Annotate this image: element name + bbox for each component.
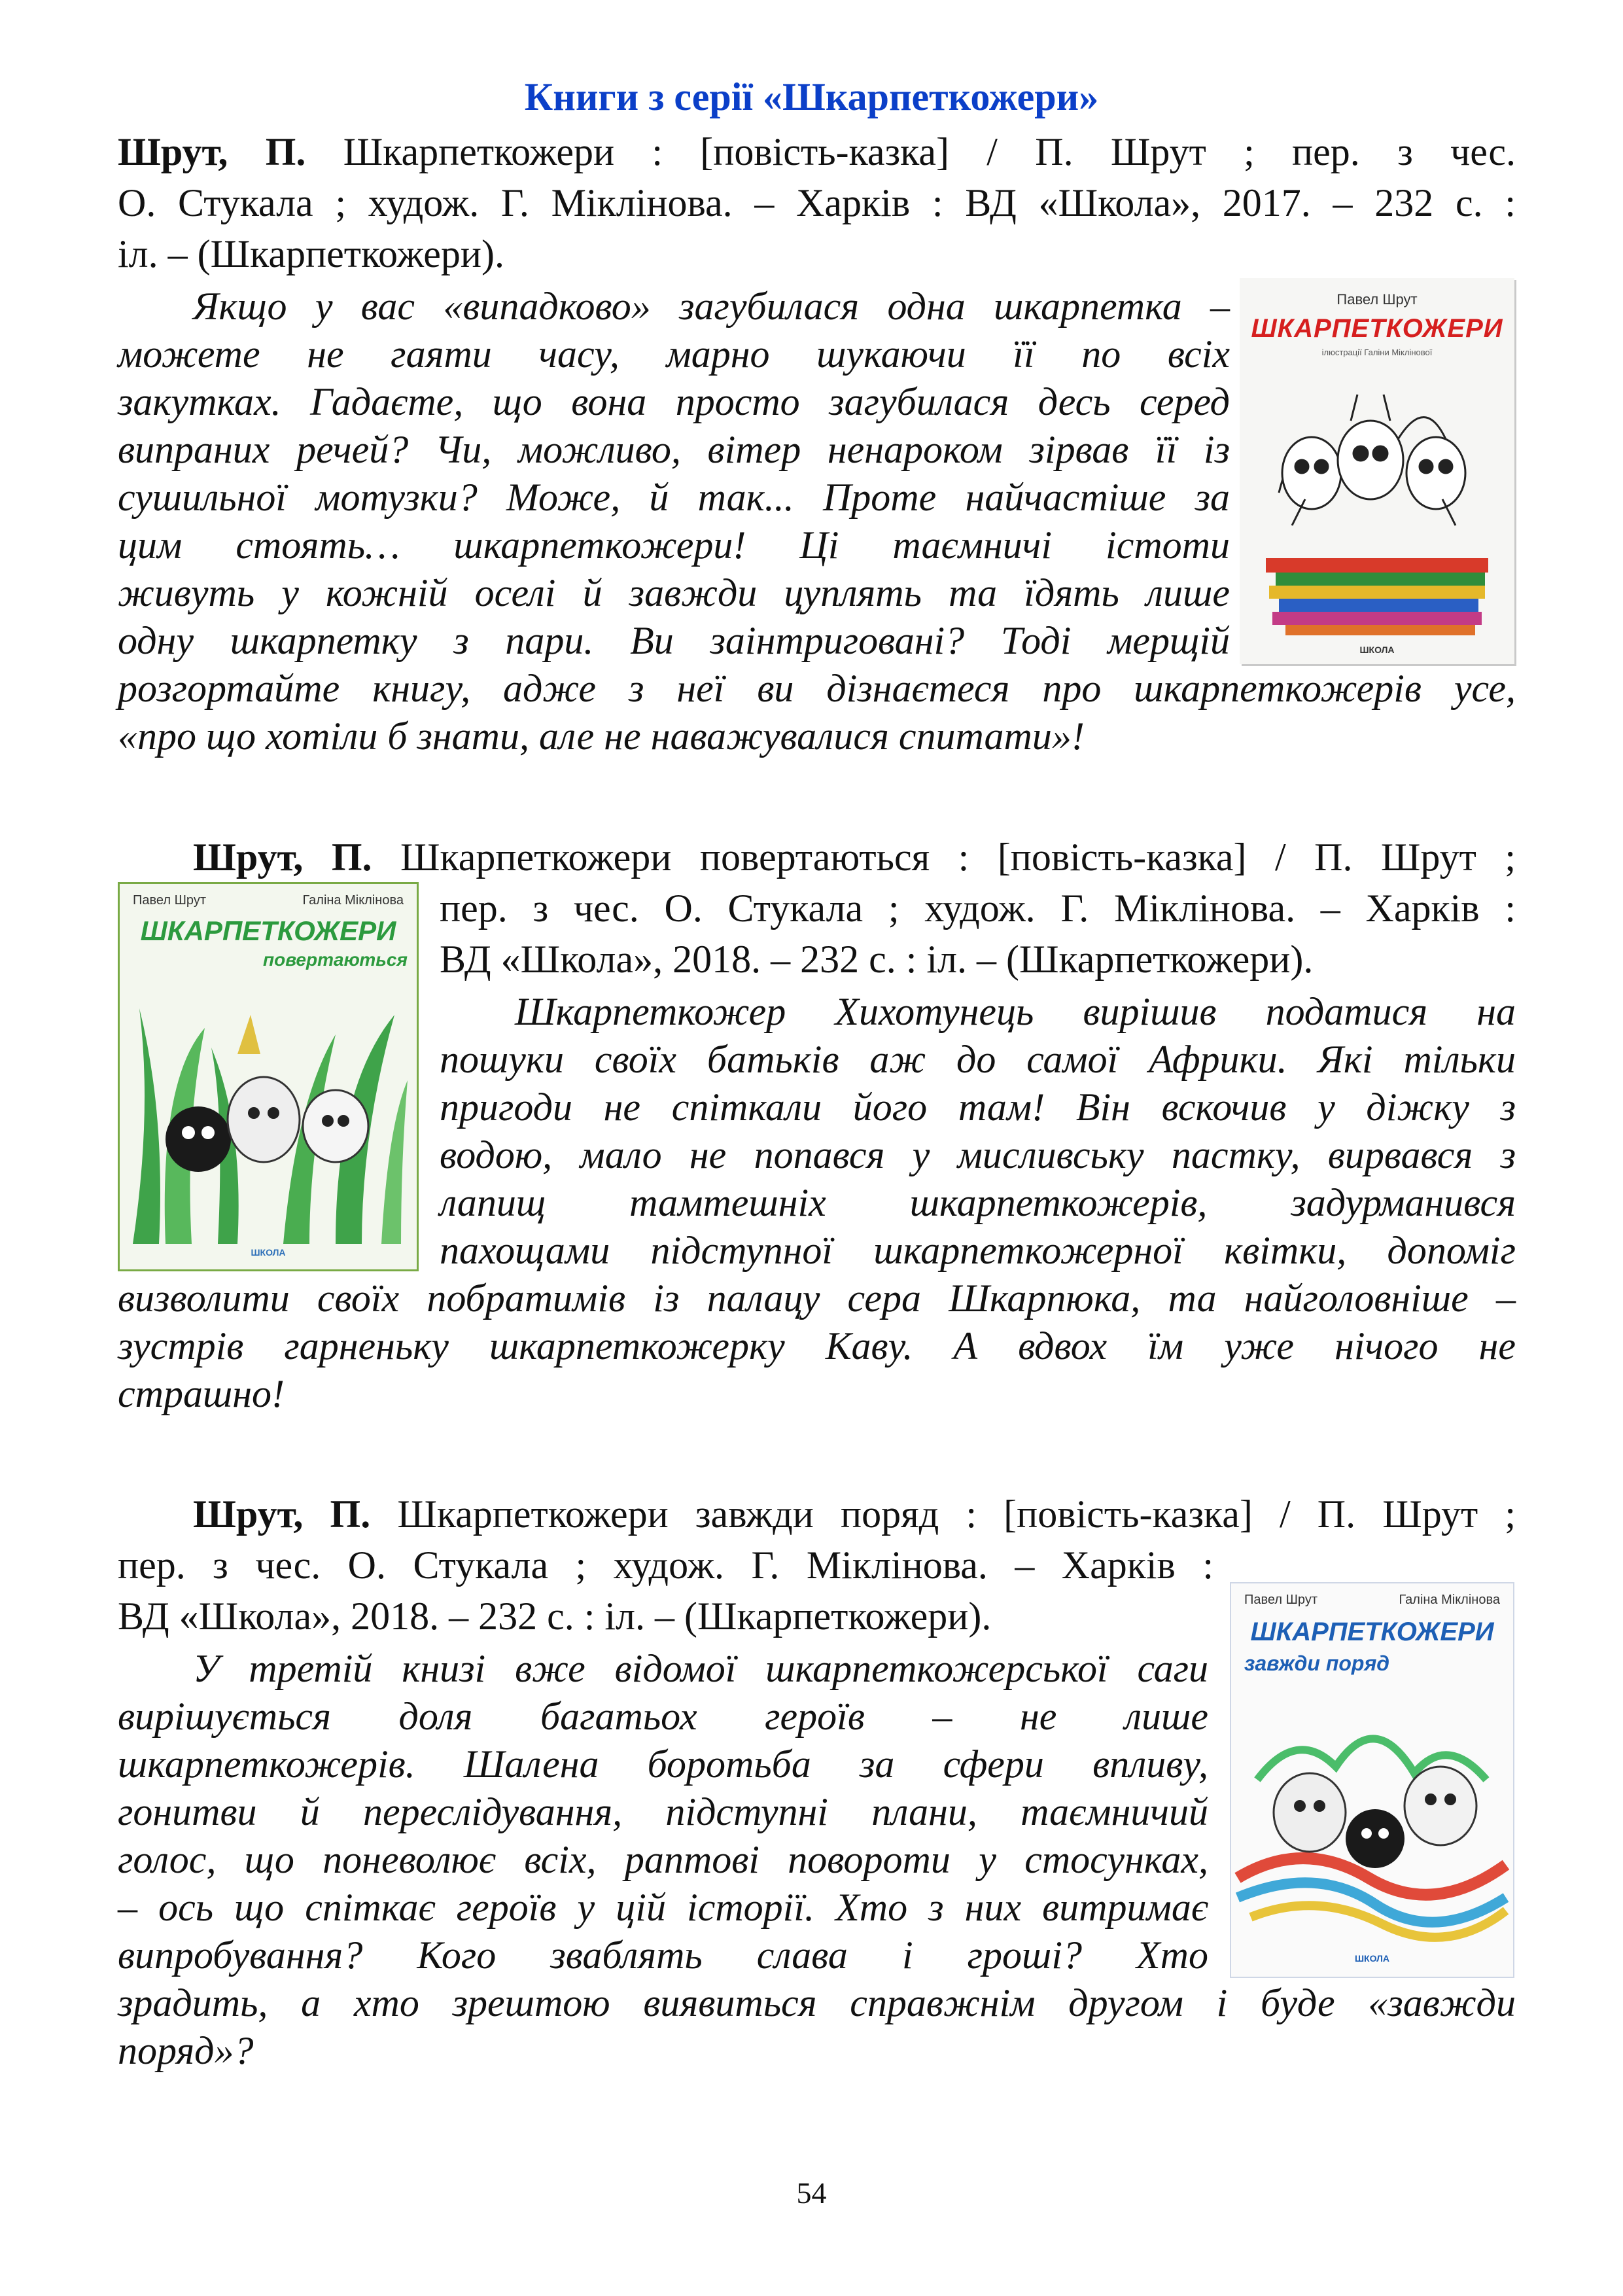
book2-citation-line2: пер. з чес. О. Стукала ; худож. Г. Міклінова. – Харків : bbox=[440, 887, 1516, 930]
book3-cover-title: ШКАРПЕТКОЖЕРИ bbox=[1250, 1617, 1494, 1646]
book1-cover-image bbox=[1240, 278, 1514, 664]
book2-author: Шрут, П. bbox=[193, 836, 372, 879]
book3-cover-publisher: ШКОЛА bbox=[1354, 1953, 1390, 1964]
book2-cover-illustrator: Галіна Міклінова bbox=[302, 893, 404, 908]
book3-annotation-line: поряд»? bbox=[118, 2029, 254, 2072]
book3-annotation-line: У третій книзі вже відомої шкарпеткожерської саги bbox=[193, 1647, 1208, 1690]
book2-annotation-line: страшно! bbox=[118, 1372, 285, 1415]
book3-cover-author: Павел Шрут bbox=[1244, 1593, 1318, 1607]
book1-cover-title: ШКАРПЕТКОЖЕРИ bbox=[1251, 314, 1503, 343]
book2-annotation-line: водою, мало не попався у мисливську пастку, вирвався з bbox=[440, 1133, 1516, 1176]
book1-cover-author: Павел Шрут bbox=[1336, 291, 1418, 308]
book2-cover-image bbox=[118, 882, 419, 1271]
book1-annotation-line: випраних речей? Чи, можливо, вітер ненароком зірвав її із bbox=[118, 428, 1230, 471]
book3-annotation-line: зрадить, а хто зрештою виявиться справжнім другом і буде «завжди bbox=[118, 1981, 1516, 2024]
book3-annotation-line: шкарпеткожерів. Шалена боротьба за сфери впливу, bbox=[118, 1742, 1208, 1786]
book3-annotation-line: вирішується доля багатьох героїв – не лише bbox=[118, 1695, 1208, 1738]
book2-citation-line1: Шрут, П. Шкарпеткожери повертаються : [повість-казка] / П. Шрут ; bbox=[193, 836, 1516, 879]
book2-cover-publisher: ШКОЛА bbox=[251, 1247, 286, 1258]
page-title: Книги з серії «Шкарпеткожери» bbox=[524, 75, 1099, 118]
book1-author: Шрут, П. bbox=[118, 130, 306, 173]
book3-annotation-line: – ось що спіткає героїв у цій історії. Хто з них витримає bbox=[118, 1886, 1208, 1929]
book3-cover-illustration bbox=[1231, 1682, 1513, 1950]
book3-cover-subtitle: завжди поряд bbox=[1244, 1651, 1390, 1675]
book3-annotation-line: голос, що поневолює всіх, раптові повороти у стосунках, bbox=[118, 1838, 1208, 1881]
book3-author: Шрут, П. bbox=[193, 1492, 371, 1536]
book1-annotation-line: «про що хотіли б знати, але не наважувалися спитати»! bbox=[118, 715, 1085, 758]
book1-annotation-line: розгортайте книгу, адже з неї ви дізнаєтеся про шкарпеткожерів усе, bbox=[118, 667, 1516, 710]
book2-cover-illustration bbox=[120, 976, 417, 1244]
book1-annotation-line: Якщо у вас «випадково» загубилася одна шкарпетка – bbox=[193, 285, 1230, 328]
book1-cover-illustration bbox=[1240, 362, 1514, 643]
book3-cover-illustrator: Галіна Міклінова bbox=[1399, 1593, 1500, 1607]
book1-annotation-line: сушильної мотузки? Може, й так... Проте найчастіше за bbox=[118, 476, 1230, 519]
book3-annotation-line: випробування? Кого зваблять слава і гроші? Хто bbox=[118, 1934, 1208, 1977]
book2-annotation-line: пошуки своїх батьків аж до самої Африки. Які тільки bbox=[440, 1038, 1516, 1081]
page-number: 54 bbox=[796, 2176, 827, 2210]
book1-cover-illustrator: ілюстрації Галіни Міклінової bbox=[1321, 347, 1433, 357]
book3-citation-line1: Шрут, П. Шкарпеткожери завжди поряд : [повість-казка] / П. Шрут ; bbox=[193, 1492, 1516, 1536]
book1-annotation-line: закутках. Гадаєте, що вона просто загубилася десь серед bbox=[118, 380, 1230, 423]
book1-annotation-line: живуть у кожній оселі й завжди цуплять та їдять лише bbox=[118, 571, 1230, 614]
book1-citation-line2: О. Стукала ; худож. Г. Міклінова. – Харків : ВД «Школа», 2017. – 232 с. : bbox=[118, 181, 1516, 224]
book2-cover-author: Павел Шрут bbox=[133, 893, 206, 908]
book2-annotation-line: пахощами підступної шкарпеткожерної квітки, допоміг bbox=[440, 1229, 1516, 1272]
book1-citation-line1: Шрут, П. Шкарпеткожери : [повість-казка] / П. Шрут ; пер. з чес. bbox=[118, 130, 1516, 173]
book2-annotation-line: визволити своїх побратимів із палацу сера Шкарпюка, та найголовніше – bbox=[118, 1277, 1516, 1320]
book1-citation-line3: іл. – (Шкарпеткожери). bbox=[118, 232, 504, 275]
book3-cover-image bbox=[1230, 1582, 1514, 1978]
book1-annotation-line: одну шкарпетку з пари. Ви заінтриговані? Тоді мерщій bbox=[118, 619, 1230, 662]
book2-cover-title: ШКАРПЕТКОЖЕРИ bbox=[140, 915, 396, 946]
book3-citation-line2: пер. з чес. О. Стукала ; худож. Г. Міклінова. – Харків : bbox=[118, 1544, 1213, 1587]
book1-annotation-line: можете не гаяти часу, марно шукаючи її по всіх bbox=[118, 332, 1230, 376]
book2-annotation-line: пригоди не спіткали його там! Він вскочив у діжку з bbox=[440, 1086, 1516, 1129]
book2-cover-subtitle: повертаються bbox=[263, 949, 408, 970]
book3-citation-line3: ВД «Школа», 2018. – 232 с. : іл. – (Шкарпеткожери). bbox=[118, 1595, 992, 1638]
book3-annotation-line: гонитви й переслідування, підступні плани, таємничий bbox=[118, 1790, 1208, 1833]
book2-annotation-line: Шкарпеткожер Хихотунець вирішив податися на bbox=[515, 990, 1516, 1033]
book2-annotation-line: зустрів гарненьку шкарпеткожерку Каву. А вдвох їм уже нічого не bbox=[118, 1324, 1516, 1368]
book2-annotation-line: лапищ тамтешніх шкарпеткожерів, задурманився bbox=[440, 1181, 1516, 1224]
book1-cover-publisher: ШКОЛА bbox=[1359, 645, 1395, 655]
book1-annotation-line: цим стоять… шкарпеткожери! Ці таємничі істоти bbox=[118, 523, 1230, 567]
book2-citation-line3: ВД «Школа», 2018. – 232 с. : іл. – (Шкарпеткожери). bbox=[440, 938, 1314, 981]
